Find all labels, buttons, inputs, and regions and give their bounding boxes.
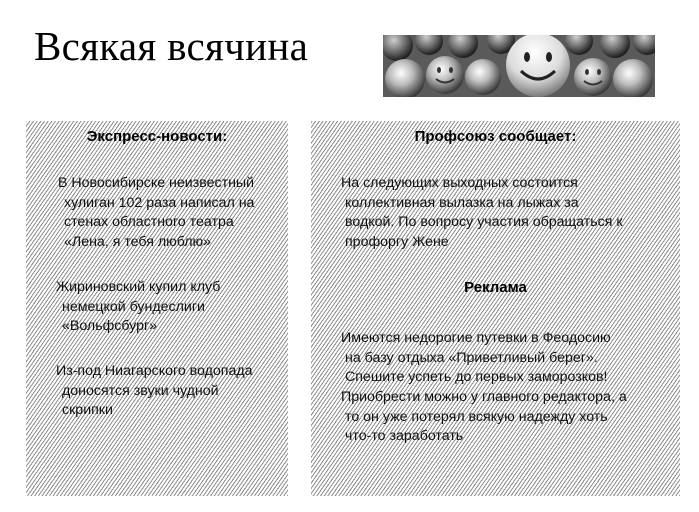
smiley-eye [449,67,453,73]
page-title: Всякая всячина [34,23,309,69]
ad-heading: Реклама [464,279,527,296]
smiley-eye [597,69,601,75]
news-line: немецкой бундеслиги [62,298,205,315]
ad-line: что-то заработать [345,428,464,444]
union-panel [311,121,680,496]
ball [465,59,501,95]
ad-item [341,329,611,388]
news-line: стенах областного театра [64,214,234,230]
ball [574,58,612,96]
ad-line: Имеются недорогие путевки в Феодосию [341,330,611,346]
ad-item [341,388,627,447]
smiley-eye [546,52,552,62]
smiley-eye [585,69,589,75]
news-line: «Лена, я тебя люблю» [64,233,212,250]
ball [426,56,464,94]
news-line: В Новосибирске неизвестный [58,175,255,191]
ad-line: Приобрести можно у главного редактора, а [341,389,627,405]
smiley-eye [437,67,441,73]
union-notice [341,174,623,252]
smiley-face [506,35,570,97]
news-line: Из-под Ниагарского водопада [56,363,253,379]
express-news-heading: Экспресс-новости: [86,128,228,145]
news-item [56,362,253,421]
news-line: Жириновский купил клуб [56,279,221,295]
ad-line: Спешите успеть до первых заморозков! [345,369,608,385]
news-line: скрипки [62,402,113,418]
ad-line: на базу отдыха «Приветливый берег». [345,349,598,366]
smiley-balls-image [383,35,655,97]
notice-line: водкой. По вопросу участия обращаться к [345,214,623,230]
notice-line: профоргу Жене [345,233,449,250]
news-item [58,174,254,252]
smiley-eye [524,52,530,62]
news-line: доносятся звуки чудной [62,382,219,399]
news-item [56,278,220,337]
central-smiley [506,35,570,97]
express-news-panel [26,121,288,496]
news-line: хулиган 102 раза написал на [64,194,255,211]
union-heading: Профсоюз сообщает: [414,128,577,145]
notice-line: коллективная вылазка на лыжах за [345,194,579,211]
news-line: «Вольфсбург» [62,318,158,334]
notice-line: На следующих выходных состоится [341,175,578,191]
ad-line: то он уже потерял всякую надежду хоть [345,408,608,425]
